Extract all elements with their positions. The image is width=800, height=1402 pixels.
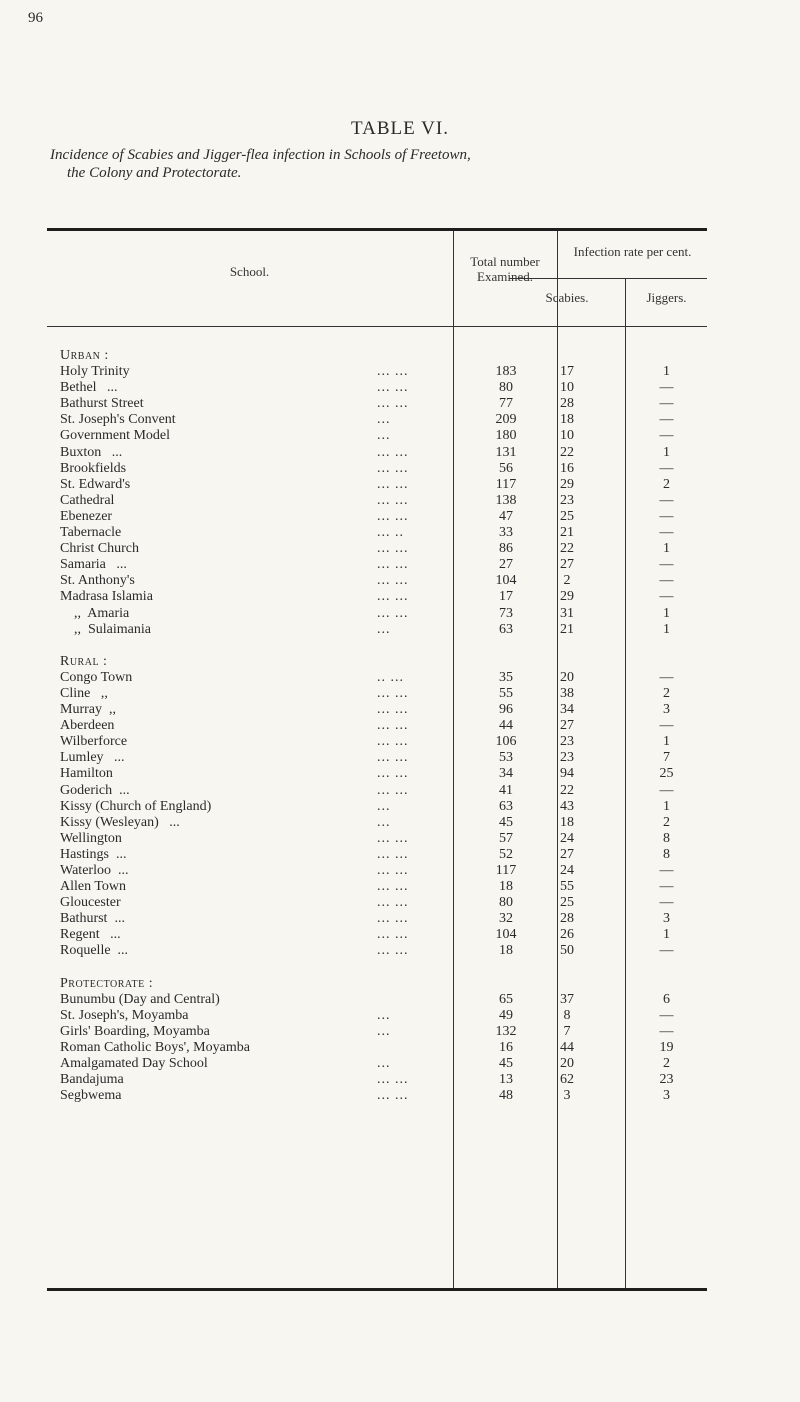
table-row [47,847,707,863]
leader-dots: ... .. [377,525,404,541]
table-row [47,445,707,461]
total-examined: 32 [499,911,513,927]
school-name: Goderich ... [60,782,130,798]
school-name: Roquelle ... [60,943,129,959]
scabies-rate: 2 [563,573,571,589]
jiggers-rate: — [659,396,674,412]
school-name: Bunumbu (Day and Central) [60,991,220,1007]
scabies-rate: 24 [560,863,574,878]
jiggers-rate: — [659,428,674,444]
school-name: Kissy (Church of England) [60,798,212,814]
top-rule [47,228,707,231]
table-row [47,911,707,927]
leader-dots: ... ... [377,1072,409,1088]
school-name: St. Edward's [60,476,131,492]
scabies-rate: 8 [563,1007,571,1023]
leader-dots: ... ... [377,364,409,380]
total-examined: 80 [499,380,513,396]
table-row [47,766,707,782]
jiggers-rate: 1 [663,444,670,460]
table-row [47,380,707,396]
jiggers-rate: 3 [663,1088,670,1104]
leader-dots: ... ... [377,605,409,621]
total-examined: 17 [499,589,513,605]
table-row [47,525,707,541]
table-row [47,702,707,718]
scabies-rate: 37 [560,991,574,1007]
jiggers-rate: 8 [663,846,670,862]
leader-dots: ... ... [377,702,409,718]
table-row [47,622,707,638]
total-examined: 180 [495,428,517,444]
total-examined: 48 [499,1088,513,1104]
jiggers-rate: 2 [663,814,670,830]
section-spacer [47,638,707,654]
scabies-rate: 20 [560,1056,574,1072]
jiggers-rate: — [659,943,674,959]
school-name: Congo Town [60,669,133,685]
jiggers-rate: — [659,525,674,541]
jiggers-rate: — [659,573,674,589]
school-name: Ebenezer [60,508,113,524]
table-row [47,686,707,702]
total-examined: 27 [499,557,513,573]
school-name: Allen Town [60,879,127,895]
school-name: St. Anthony's [60,573,135,589]
scabies-rate: 38 [560,685,574,701]
jiggers-rate: 6 [663,991,670,1007]
jiggers-rate: — [659,380,674,396]
table-caption [50,146,750,182]
total-examined: 106 [495,734,517,750]
header-rule [47,326,707,327]
leader-dots: ... [377,1023,391,1039]
page-number: 96 [28,10,43,26]
table-row [47,364,707,380]
leader-dots: ... [377,412,391,428]
school-name: Buxton ... [60,444,123,460]
section-heading [47,654,707,670]
school-name: Lumley ... [60,750,125,766]
table-row [47,863,707,879]
table-row [47,943,707,959]
school-name: Hamilton [60,766,113,782]
school-name: Gloucester [60,895,121,911]
scabies-rate: 31 [560,605,574,621]
scabies-rate: 28 [560,911,574,927]
school-name: Holy Trinity [60,364,130,380]
scabies-rate: 22 [560,444,574,460]
scabies-rate: 62 [560,1072,574,1088]
jiggers-rate: 2 [663,685,670,701]
header-infection-rate: Infection rate per cent. [573,244,692,259]
total-examined: 138 [495,492,517,508]
total-examined: 16 [499,1040,513,1056]
total-examined: 35 [499,669,513,685]
section-spacer [47,960,707,976]
leader-dots: ... ... [377,863,409,878]
table-row [47,606,707,622]
scabies-rate: 7 [563,1023,571,1039]
table-row [47,509,707,525]
jiggers-rate: — [659,492,674,508]
header-total-examined: Total number Examined. [470,254,540,284]
jiggers-rate: — [659,508,674,524]
caption-line-1: Incidence of Scabies and Jigger-flea infection in Schools of Freetown, [50,147,471,163]
scabies-rate: 43 [560,798,574,814]
leader-dots: ... ... [377,846,409,862]
scabies-rate: 94 [560,766,574,782]
jiggers-rate: 1 [663,927,670,943]
scabies-rate: 10 [560,428,574,444]
total-examined: 44 [499,718,513,734]
table-row [47,1072,707,1088]
table-title: TABLE VI. [351,118,449,139]
leader-dots: ... ... [377,396,409,412]
leader-dots: ... ... [377,589,409,605]
scabies-rate: 18 [560,814,574,830]
scabies-rate: 17 [560,364,574,380]
jiggers-rate: 8 [663,830,670,846]
table-row [47,461,707,477]
school-name: Roman Catholic Boys', Moyamba [60,1040,250,1056]
total-examined: 45 [499,814,513,830]
leader-dots: ... ... [377,460,409,476]
jiggers-rate: 23 [659,1072,674,1088]
leader-dots: ... ... [377,927,409,943]
total-examined: 33 [499,525,513,541]
scabies-rate: 18 [560,412,574,428]
table-row [47,815,707,831]
header-school: School. [229,264,270,279]
table-row [47,477,707,493]
total-examined: 73 [499,605,513,621]
leader-dots: ... ... [377,943,409,959]
scabies-rate: 25 [560,895,574,911]
scabies-rate: 22 [560,782,574,798]
total-examined: 104 [495,927,517,943]
total-examined: 117 [495,476,517,492]
section-heading [47,976,707,992]
scabies-rate: 21 [560,525,574,541]
total-examined: 117 [495,863,517,878]
school-name: Bathurst Street [60,396,144,412]
table-row [47,1088,707,1104]
jiggers-rate: 1 [663,541,670,557]
school-name: Wellington [60,830,122,846]
leader-dots: ... ... [377,750,409,766]
jiggers-rate: — [659,412,674,428]
leader-dots: ... ... [377,830,409,846]
leader-dots: ... ... [377,734,409,750]
jiggers-rate: 1 [663,734,670,750]
scabies-rate: 50 [560,943,574,959]
total-examined: 86 [499,541,513,557]
school-name: Segbwema [60,1088,122,1104]
total-examined: 96 [499,702,513,718]
total-examined: 104 [495,573,517,589]
school-name: Cline ,, [60,685,108,701]
scabies-rate: 20 [560,669,574,685]
leader-dots: ... ... [377,380,409,396]
school-name: Cathedral [60,492,115,508]
jiggers-rate: 3 [663,702,670,718]
total-examined: 45 [499,1056,513,1072]
school-name: Madrasa Islamia [60,589,153,605]
scabies-rate: 34 [560,702,574,718]
section-label: Urban : [60,348,109,363]
table-row [47,750,707,766]
table-body [47,348,707,1104]
total-examined: 49 [499,1007,513,1023]
section-label: Protectorate : [60,975,154,991]
leader-dots: ... ... [377,492,409,508]
total-examined: 47 [499,508,513,524]
table-row [47,799,707,815]
total-examined: 209 [495,412,517,428]
jiggers-rate: 1 [663,798,670,814]
leader-dots: ... [377,1007,391,1023]
school-name: Waterloo ... [60,863,129,878]
table-row [47,992,707,1008]
leader-dots: ... ... [377,895,409,911]
scabies-rate: 28 [560,396,574,412]
table-row [47,1056,707,1072]
jiggers-rate: — [659,879,674,895]
jiggers-rate: 1 [663,621,670,637]
school-name: Brookfields [60,460,127,476]
scabies-rate: 23 [560,492,574,508]
school-name: Bethel ... [60,380,118,396]
leader-dots: ... [377,1056,391,1072]
jiggers-rate: 2 [663,476,670,492]
school-name: ,, Sulaimania [60,621,151,637]
leader-dots: ... [377,428,391,444]
scabies-rate: 10 [560,380,574,396]
leader-dots: ... ... [377,508,409,524]
section-label: Rural : [60,653,108,669]
table-row [47,557,707,573]
total-examined: 18 [499,943,513,959]
scabies-rate: 27 [560,557,574,573]
total-examined: 52 [499,846,513,862]
table-row [47,428,707,444]
leader-dots: ... [377,814,391,830]
header-jiggers: Jiggers. [646,290,687,305]
school-name: Government Model [60,428,171,444]
jiggers-rate: — [659,589,674,605]
table-row [47,493,707,509]
jiggers-rate: — [659,895,674,911]
leader-dots: ... ... [377,766,409,782]
jiggers-rate: — [659,557,674,573]
school-name: St. Joseph's Convent [60,412,176,428]
total-examined: 56 [499,460,513,476]
school-name: Hastings ... [60,846,127,862]
total-examined: 13 [499,1072,513,1088]
scabies-rate: 16 [560,460,574,476]
school-name: Tabernacle [60,525,122,541]
jiggers-rate: 1 [663,605,670,621]
table-row [47,573,707,589]
total-examined: 18 [499,879,513,895]
scabies-rate: 29 [560,589,574,605]
leader-dots: .. ... [377,669,404,685]
jiggers-rate: — [659,863,674,878]
school-name: Christ Church [60,541,139,557]
school-name: Bandajuma [60,1072,124,1088]
leader-dots: ... ... [377,557,409,573]
jiggers-rate: — [659,460,674,476]
leader-dots: ... [377,798,391,814]
school-name: Murray ,, [60,702,116,718]
scabies-rate: 24 [560,830,574,846]
total-examined: 132 [495,1023,517,1039]
total-examined: 57 [499,830,513,846]
section-heading [47,348,707,364]
jiggers-rate: 7 [663,750,670,766]
table-row [47,879,707,895]
school-name: ,, Amaria [60,605,130,621]
total-examined: 77 [499,396,513,412]
total-examined: 34 [499,766,513,782]
scabies-rate: 22 [560,541,574,557]
caption-line-2: the Colony and Protectorate. [67,165,242,181]
total-examined: 131 [495,444,517,460]
jiggers-rate: 25 [659,766,674,782]
scabies-rate: 26 [560,927,574,943]
jiggers-rate: — [659,1007,674,1023]
jiggers-rate: 19 [659,1040,674,1056]
scabies-rate: 21 [560,621,574,637]
table-row [47,589,707,605]
school-name: Kissy (Wesleyan) ... [60,814,180,830]
total-examined: 183 [495,364,517,380]
table-row [47,1008,707,1024]
leader-dots: ... ... [377,685,409,701]
table-row [47,670,707,686]
leader-dots: ... ... [377,718,409,734]
school-name: Girls' Boarding, Moyamba [60,1023,210,1039]
total-examined: 41 [499,782,513,798]
leader-dots: ... ... [377,911,409,927]
total-examined: 80 [499,895,513,911]
table-row [47,412,707,428]
school-name: St. Joseph's, Moyamba [60,1007,189,1023]
total-examined: 63 [499,798,513,814]
table-row [47,718,707,734]
table-row [47,1024,707,1040]
table-row [47,927,707,943]
total-examined: 65 [499,991,513,1007]
jiggers-rate: — [659,669,674,685]
scabies-rate: 27 [560,718,574,734]
leader-dots: ... ... [377,573,409,589]
table-row [47,895,707,911]
header-scabies: Scabies. [545,290,589,305]
scabies-rate: 27 [560,846,574,862]
jiggers-rate: 1 [663,364,670,380]
table-row [47,541,707,557]
leader-dots: ... ... [377,541,409,557]
table-row [47,831,707,847]
jiggers-rate: 3 [663,911,670,927]
table-row [47,783,707,799]
leader-dots: ... ... [377,444,409,460]
total-examined: 55 [499,685,513,701]
leader-dots: ... ... [377,782,409,798]
leader-dots: ... ... [377,879,409,895]
total-examined: 63 [499,621,513,637]
table-row [47,396,707,412]
scabies-rate: 55 [560,879,574,895]
school-name: Aberdeen [60,718,115,734]
scabies-rate: 25 [560,508,574,524]
school-name: Regent ... [60,927,121,943]
bottom-rule [47,1288,707,1291]
jiggers-rate: — [659,718,674,734]
scabies-rate: 3 [563,1088,571,1104]
table-row [47,734,707,750]
school-name: Samaria ... [60,557,127,573]
scabies-rate: 29 [560,476,574,492]
leader-dots: ... [377,621,391,637]
table-row [47,1040,707,1056]
total-examined: 53 [499,750,513,766]
jiggers-rate: — [659,1023,674,1039]
scabies-rate: 44 [560,1040,574,1056]
leader-dots: ... ... [377,476,409,492]
scabies-rate: 23 [560,750,574,766]
leader-dots: ... ... [377,1088,409,1104]
school-name: Wilberforce [60,734,128,750]
data-table [47,228,707,1300]
school-name: Amalgamated Day School [60,1056,208,1072]
scabies-rate: 23 [560,734,574,750]
jiggers-rate: 2 [663,1056,670,1072]
school-name: Bathurst ... [60,911,125,927]
jiggers-rate: — [659,782,674,798]
